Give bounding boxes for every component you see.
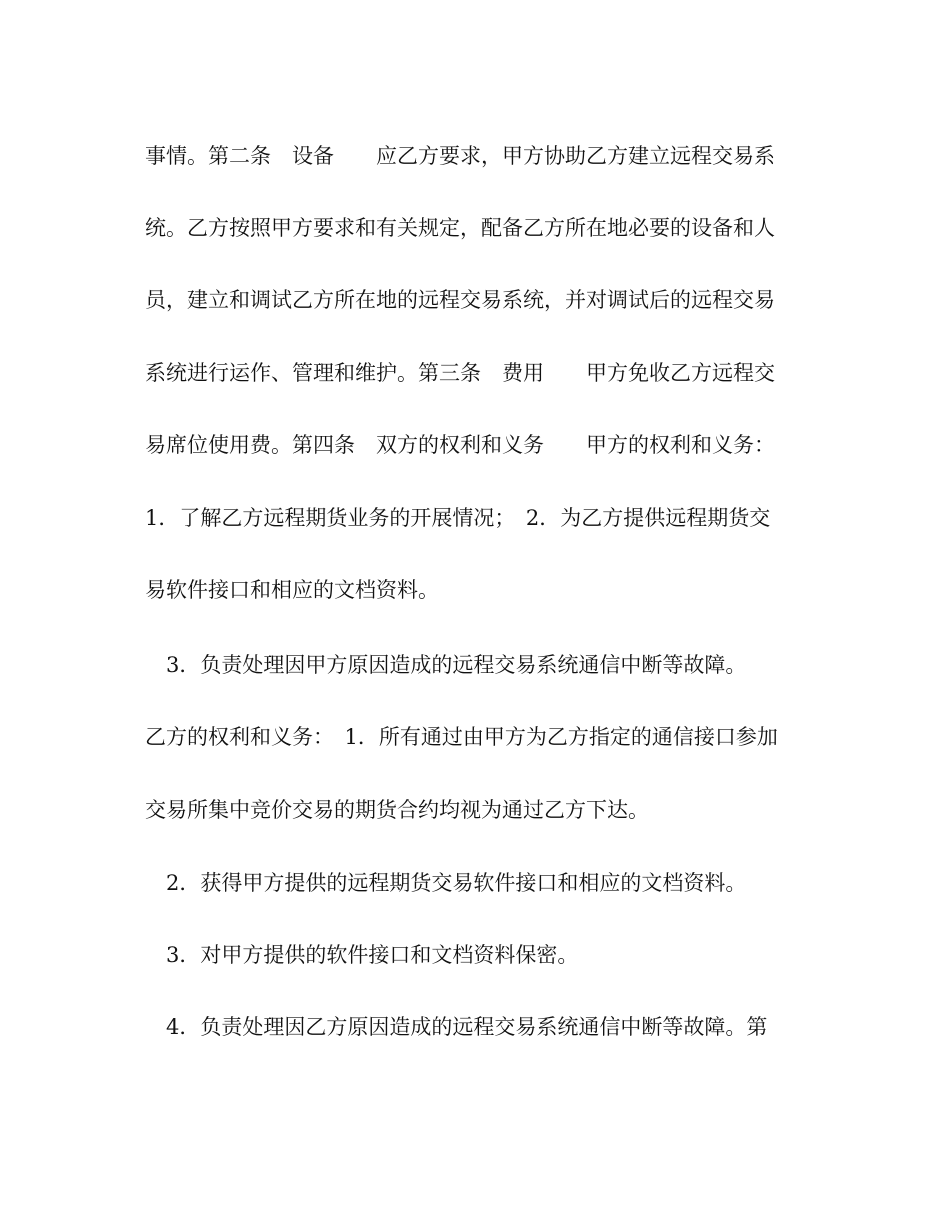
text-line: 系统进行运作、管理和维护。第三条 费用 甲方免收乙方远程交 xyxy=(145,361,775,385)
text-line: 交易所集中竞价交易的期货合约均视为通过乙方下达。 xyxy=(145,798,649,822)
text-line: 3．负责处理因甲方原因造成的远程交易系统通信中断等故障。 xyxy=(145,653,747,677)
text-line: 事情。第二条 设备 应乙方要求，甲方协助乙方建立远程交易系 xyxy=(145,144,775,168)
text-line: 3．对甲方提供的软件接口和文档资料保密。 xyxy=(145,943,579,967)
text-line: 2．获得甲方提供的远程期货交易软件接口和相应的文档资料。 xyxy=(145,871,747,895)
text-line: 乙方的权利和义务： 1．所有通过由甲方为乙方指定的通信接口参加 xyxy=(145,725,778,749)
text-line: 易软件接口和相应的文档资料。 xyxy=(145,578,439,602)
text-line: 员，建立和调试乙方所在地的远程交易系统，并对调试后的远程交易 xyxy=(145,288,775,312)
text-line: 统。乙方按照甲方要求和有关规定，配备乙方所在地必要的设备和人 xyxy=(145,216,775,240)
text-line: 4．负责处理因乙方原因造成的远程交易系统通信中断等故障。第 xyxy=(145,1015,768,1039)
text-line: 1．了解乙方远程期货业务的开展情况； 2．为乙方提供远程期货交 xyxy=(145,506,771,530)
text-line: 易席位使用费。第四条 双方的权利和义务 甲方的权利和义务： xyxy=(145,433,775,457)
